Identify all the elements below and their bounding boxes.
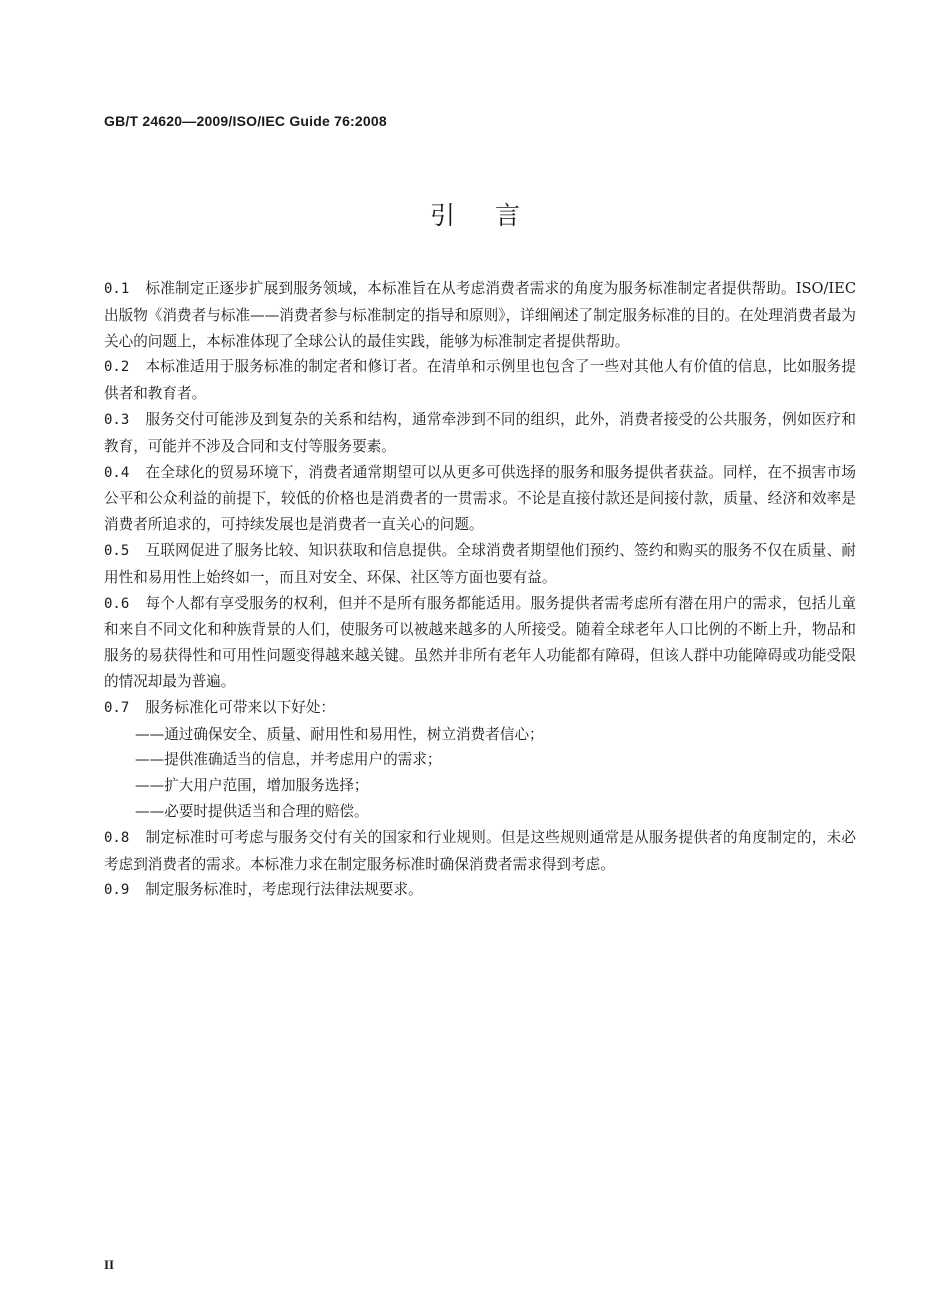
page-number: II bbox=[104, 1257, 115, 1272]
clause-number: 0.4 bbox=[104, 464, 130, 481]
clause-0-1 bbox=[104, 276, 856, 354]
clause-0-6 bbox=[104, 591, 856, 695]
clause-0-8 bbox=[104, 825, 856, 878]
benefit-list-item bbox=[104, 799, 856, 825]
clause-text: 每个人都有享受服务的权利，但并不是所有服务都能适用。服务提供者需考虑所有潜在用户的需求，包括儿童和来自不同文化和种族背景的人们，使服务可以被越来越多的人所接受。随着全球老年人口比例的不断上升，物品和服务的易获得性和可用性问题变得越来越关键。虽然并非所有老年人功能都有障碍，但该人群中功能障碍或功能受限的情况却最为普遍。 bbox=[104, 594, 856, 690]
clause-text: 服务交付可能涉及到复杂的关系和结构，通常牵涉到不同的组织，此外，消费者接受的公共服务，例如医疗和教育，可能并不涉及合同和支付等服务要素。 bbox=[104, 410, 856, 455]
clause-0-3 bbox=[104, 407, 856, 460]
clause-number: 0.2 bbox=[104, 359, 130, 376]
clause-text: 本标准适用于服务标准的制定者和修订者。在清单和示例里也包含了一些对其他人有价值的信息，比如服务提供者和教育者。 bbox=[104, 358, 856, 403]
standard-code-header: GB/T 24620—2009/ISO/IEC Guide 76:2008 bbox=[104, 113, 387, 129]
clause-number: 0.6 bbox=[104, 595, 130, 612]
clause-0-7 bbox=[104, 695, 856, 722]
clause-number: 0.3 bbox=[104, 411, 130, 428]
benefit-list-item bbox=[104, 747, 856, 773]
clause-text: 标准制定正逐步扩展到服务领域，本标准旨在从考虑消费者需求的角度为服务标准制定者提供帮助。ISO/IEC出版物《消费者与标准——消费者参与标准制定的指导和原则》，详细阐述了制定服务标准的目的。在处理消费者最为关心的问题上，本标准体现了全球公认的最佳实践，能够为标准制定者提供帮助。 bbox=[104, 280, 856, 350]
clause-0-5 bbox=[104, 538, 856, 591]
page-title: 引言 bbox=[429, 201, 560, 230]
benefit-text: —— 必要时提供适当和合理的赔偿。 bbox=[135, 803, 369, 820]
clause-number: 0.9 bbox=[104, 882, 130, 899]
benefit-text: —— 提供准确适当的信息，并考虑用户的需求； bbox=[135, 751, 441, 768]
benefit-text: —— 扩大用户范围，增加服务选择； bbox=[135, 777, 369, 794]
clause-text: 制定服务标准时，考虑现行法律法规要求。 bbox=[145, 881, 423, 899]
introduction-body bbox=[104, 276, 856, 904]
clause-text: 服务标准化可带来以下好处： bbox=[145, 698, 336, 716]
clause-0-2 bbox=[104, 354, 856, 407]
clause-0-4 bbox=[104, 460, 856, 538]
clause-number: 0.5 bbox=[104, 542, 130, 559]
benefit-list-item bbox=[104, 773, 856, 799]
clause-number: 0.8 bbox=[104, 829, 130, 846]
clause-text: 在全球化的贸易环境下，消费者通常期望可以从更多可供选择的服务和服务提供者获益。同样，在不损害市场公平和公众利益的前提下，较低的价格也是消费者的一贯需求。不论是直接付款还是间接付款，质量、经济和效率是消费者所追求的，可持续发展也是消费者一直关心的问题。 bbox=[104, 463, 856, 534]
benefit-text: —— 通过确保安全、质量、耐用性和易用性，树立消费者信心； bbox=[135, 726, 544, 743]
clause-number: 0.7 bbox=[104, 699, 130, 716]
clause-0-9 bbox=[104, 877, 856, 904]
clause-text: 制定标准时可考虑与服务交付有关的国家和行业规则。但是这些规则通常是从服务提供者的角度制定的，未必考虑到消费者的需求。本标准力求在制定服务标准时确保消费者需求得到考虑。 bbox=[104, 828, 856, 873]
benefit-list-item bbox=[104, 722, 856, 748]
clause-text: 互联网促进了服务比较、知识获取和信息提供。全球消费者期望他们预约、签约和购买的服务不仅在质量、耐用性和易用性上始终如一，而且对安全、环保、社区等方面也要有益。 bbox=[104, 541, 856, 586]
clause-number: 0.1 bbox=[104, 281, 130, 297]
